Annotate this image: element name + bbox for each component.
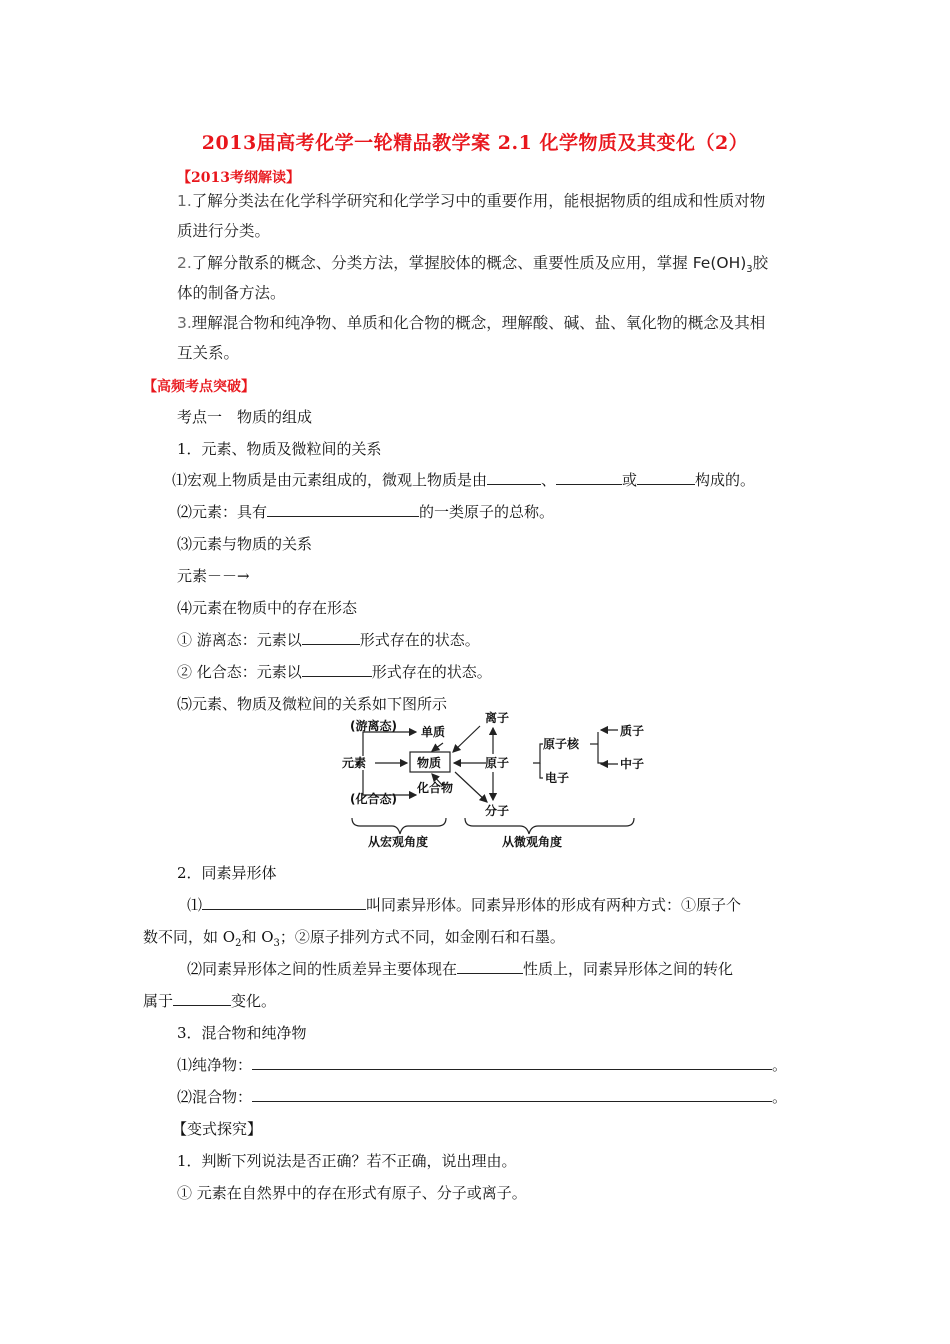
s2-1-line1: ⑴ 叫同素异形体。同素异形体的形成有两种方式：①原子个	[187, 896, 742, 914]
outline-item-2-line1: 2.了解分散系的概念、分类方法，掌握胶体的概念、重要性质及应用，掌握 $Fe(OH)_3$胶	[177, 254, 769, 276]
section-3-title: 3．混合物和纯净物	[177, 1024, 307, 1042]
variant-question-1-item-1: ① 元素在自然界中的存在形式有原子、分子或离子。	[177, 1184, 527, 1202]
element-substance-particle-diagram	[330, 708, 650, 850]
s1-2-line: ⑵元素：具有 的一类原子的总称。	[177, 503, 555, 521]
section-1-title: 1．元素、物质及微粒间的关系	[177, 440, 382, 458]
diagram-combined-state: (化合态)	[350, 792, 397, 806]
s3-2-line: ⑵混合物： 。	[177, 1088, 788, 1106]
s2-2-line1: ⑵同素异形体之间的性质差异主要体现在 性质上，同素异形体之间的转化	[187, 960, 734, 978]
diagram-atom: 原子	[485, 756, 510, 770]
outline-item-2-line2: 体的制备方法。	[177, 284, 286, 302]
diagram-substance: 物质	[417, 756, 442, 770]
diagram-nucleus: 原子核	[543, 737, 580, 751]
exam-outline-heading: 【2013考纲解读】	[177, 170, 300, 186]
diagram-electron: 电子	[545, 771, 570, 785]
s3-1-line: ⑴纯净物： 。	[177, 1056, 788, 1074]
s1-4b-line: ② 化合态：元素以 形式存在的状态。	[177, 663, 492, 681]
s1-5-line: ⑸元素、物质及微粒间的关系如下图所示	[177, 695, 448, 713]
s1-4a-line: ① 游离态：元素以 形式存在的状态。	[177, 631, 480, 649]
diagram-macro-view: 从宏观角度	[368, 835, 429, 849]
diagram-free-state: (游离态)	[350, 719, 397, 733]
section-2-title: 2．同素异形体	[177, 864, 277, 882]
diagram-ion: 离子	[485, 711, 510, 725]
s2-2-line2: 属于 变化。	[143, 992, 277, 1010]
outline-item-1-line2: 质进行分类。	[177, 222, 271, 240]
variant-heading: 【变式探究】	[172, 1120, 263, 1138]
s1-3b-line: 元素－－→	[177, 567, 250, 585]
s2-1-line2: 数不同，如 $O_2$和 $O_3$；②原子排列方式不同，如金刚石和石墨。	[143, 928, 565, 949]
variant-question-1: 1．判断下列说法是否正确？若不正确，说出理由。	[177, 1152, 517, 1170]
s1-1-line: ⑴宏观上物质是由元素组成的，微观上物质是由 、 或 构成的。	[172, 471, 756, 489]
diagram-element: 元素	[342, 756, 367, 770]
outline-item-3-line2: 互关系。	[177, 344, 240, 362]
outline-item-1-line1: 1.了解分类法在化学科学研究和化学学习中的重要作用，能根据物质的组成和性质对物	[177, 192, 766, 210]
diagram-compound: 化合物	[417, 781, 454, 795]
diagram-molecule: 分子	[485, 804, 510, 818]
point1-title: 考点一 物质的组成	[177, 408, 313, 426]
diagram-proton: 质子	[620, 724, 645, 738]
page-title: 2013届高考化学一轮精品教学案 2.1 化学物质及其变化（2）	[201, 132, 749, 154]
s1-4-line: ⑷元素在物质中的存在形态	[177, 599, 358, 617]
key-points-heading: 【高频考点突破】	[143, 379, 255, 395]
s1-3-line: ⑶元素与物质的关系	[177, 535, 313, 553]
diagram-micro-view: 从微观角度	[502, 835, 563, 849]
outline-item-3-line1: 3.理解混合物和纯净物、单质和化合物的概念，理解酸、碱、盐、氧化物的概念及其相	[177, 314, 766, 332]
diagram-neutron: 中子	[620, 757, 645, 771]
diagram-simple-substance: 单质	[421, 725, 446, 739]
